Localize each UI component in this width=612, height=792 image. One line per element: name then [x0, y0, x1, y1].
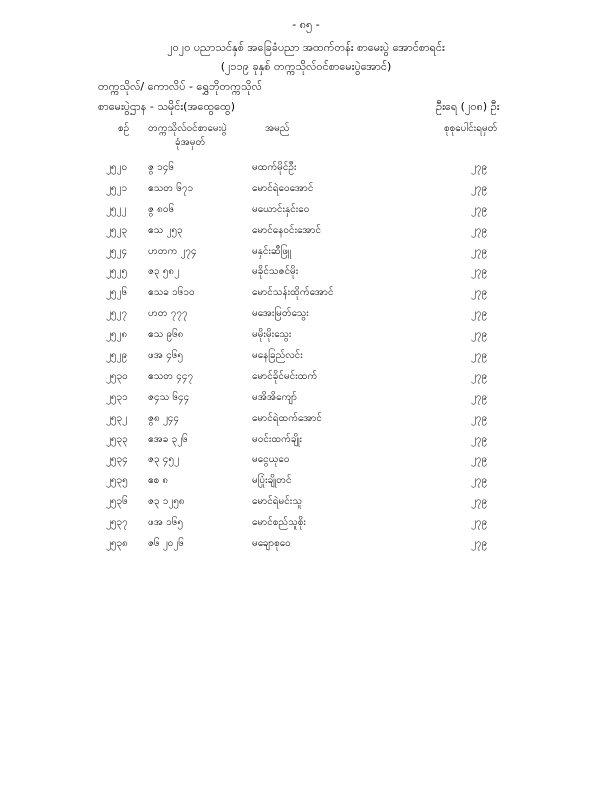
roll-number: ဇွ ၈၀၆	[148, 203, 175, 215]
roll-number: ဟတက ၂၇၄	[148, 245, 197, 257]
row-number: ၂၅၂၇	[106, 308, 128, 320]
roll-number: ဧသခ ၁၆၁၀	[148, 287, 195, 299]
student-name: မအေးမြတ်သွေး	[252, 308, 309, 320]
roll-number: ဧစ ၈	[148, 475, 169, 487]
table-row	[0, 181, 612, 202]
student-name: မနှင်းဆီဖြူ	[252, 245, 291, 257]
student-name: မငွေယုဝေ	[252, 454, 290, 466]
row-number: ၂၅၂၁	[106, 182, 128, 194]
row-number: ၂၅၃၃	[106, 433, 128, 445]
total-mark: ၂၇၉	[471, 287, 488, 299]
total-mark: ၂၇၉	[471, 517, 488, 529]
row-number: ၂၅၃၇	[106, 517, 128, 529]
table-row	[0, 160, 612, 181]
total-mark: ၂၇၉	[471, 454, 488, 466]
total-mark: ၂၇၉	[471, 496, 488, 508]
row-number: ၂၅၃၄	[106, 454, 128, 466]
total-mark: ၂၇၉	[471, 203, 488, 215]
student-name: မောင်နေဝင်းအောင်	[252, 224, 321, 236]
header-mark: စုစုပေါင်းရမှတ်	[444, 123, 498, 134]
table-row	[0, 473, 612, 494]
student-name: မောင်ရဲမင်းသူ	[252, 496, 303, 508]
document-title: ၂၀၂၀ ပညာသင်နှစ် အခြေခံပညာ အထက်တန်း စာမေးပွဲ အောင်စာရင်း	[167, 41, 445, 54]
student-name: မောင်သန်းထိုက်အောင်	[252, 287, 334, 299]
university-line: တက္ကသိုလ်/ ကောလိပ် - ရွှေဘိုတက္ကသိုလ်	[98, 80, 262, 93]
row-number: ၂၅၂၄	[106, 245, 128, 257]
total-mark: ၂၇၉	[471, 370, 488, 382]
row-number: ၂၅၂၀	[106, 162, 128, 173]
total-mark: ၂၇၉	[471, 350, 488, 362]
student-name: မဝင်းထက်ချိုး	[252, 433, 303, 445]
table-row	[0, 285, 612, 306]
row-number: ၂၅၂၉	[106, 350, 128, 362]
roll-number: ဧသတ ၆၇၁	[148, 182, 194, 194]
page-number: - ၈၅ -	[292, 18, 320, 31]
row-number: ၂၅၂၃	[106, 224, 128, 236]
row-number: ၂၅၂၆	[106, 287, 128, 299]
roll-number: ဟတ ၇၇၇	[148, 308, 188, 320]
row-number: ၂၅၂၈	[106, 329, 128, 341]
table-row	[0, 202, 612, 223]
roll-number: ဧသတ ၄၄၇	[148, 370, 194, 382]
roll-number: ဇွ၈ ၂၄၄	[148, 412, 180, 424]
total-mark: ၂၇၉	[471, 329, 488, 341]
student-name: မထက်မိုင်ဦး	[252, 162, 297, 173]
results-table	[0, 160, 612, 557]
student-name: မောင်စည်သူစိုး	[252, 517, 306, 529]
roll-number: ဖအ ၁၆၅	[148, 517, 183, 529]
total-mark: ၂၇၉	[471, 433, 488, 445]
student-name: မအိအိကျော်	[252, 391, 297, 403]
table-row	[0, 223, 612, 244]
table-row	[0, 348, 612, 369]
total-mark: ၂၇၉	[471, 475, 488, 487]
roll-number: ဧအခ ၃၂၆	[148, 433, 188, 445]
student-name: မပြုံးချိုတင်	[252, 475, 292, 487]
roll-number: ဧသ ၉၆၈	[148, 329, 184, 341]
row-number: ၂၅၃၁	[106, 391, 128, 403]
subject-line: စာမေးပွဲဌာန - သမိုင်း(အထွေထွေ)	[98, 100, 236, 113]
row-number: ၂၅၃၂	[106, 412, 128, 424]
total-mark: ၂၇၉	[471, 224, 488, 236]
total-count: ဦးရေ (၂၀၈) ဦး	[436, 100, 500, 113]
table-row	[0, 264, 612, 285]
header-name: အမည်	[265, 123, 290, 134]
table-row	[0, 390, 612, 411]
student-name: မယောင်းနှင်းဝေ	[252, 203, 310, 215]
document-subtitle: (၂၁၁၉ ခုနှစ် တက္ကသိုလ်ဝင်စာမေးပွဲအောင်)	[220, 60, 392, 73]
table-row	[0, 432, 612, 453]
header-roll: တက္ကသိုလ်ဝင်စာမေးပွဲ	[148, 123, 227, 134]
student-name: မောင်ရဲဝေအောင်	[252, 182, 314, 194]
roll-number: ဇ၃ ၁၂၅၈	[148, 496, 185, 508]
roll-number: ဇွ ၁၄၆	[148, 162, 175, 173]
student-name: မခိုင်သဇင်မိုး	[252, 266, 299, 278]
total-mark: ၂၇၉	[471, 266, 488, 278]
table-row	[0, 494, 612, 515]
total-mark: ၂၇၉	[471, 162, 488, 173]
roll-number: ဖအ ၄၆၅	[148, 350, 183, 362]
table-row	[0, 452, 612, 473]
roll-number: ဇ၄သ ၆၄၄	[148, 391, 190, 403]
row-number: ၂၅၂၅	[106, 266, 128, 278]
table-row	[0, 536, 612, 557]
student-name: မမိုးမိုးသွေး	[252, 329, 292, 341]
table-row	[0, 244, 612, 265]
roll-number: ဇ၃ ၅၈၂	[148, 266, 180, 278]
header-roll-sub: ခုံအမှတ်	[175, 137, 206, 148]
student-name: မောင်ခိုင်မင်းထက်	[252, 370, 318, 382]
student-name: မောင်ရဲထက်အောင်	[252, 412, 322, 424]
row-number: ၂၅၃၅	[106, 475, 128, 487]
roll-number: ဧသ ၂၅၃	[148, 224, 183, 236]
student-name: မချောစုဝေ	[252, 538, 291, 550]
total-mark: ၂၇၉	[471, 245, 488, 257]
row-number: ၂၅၃၈	[106, 538, 128, 550]
table-row	[0, 369, 612, 390]
total-mark: ၂၇၉	[471, 308, 488, 320]
table-row	[0, 327, 612, 348]
header-no: စဉ်	[118, 123, 130, 134]
total-mark: ၂၇၉	[471, 391, 488, 403]
roll-number: ဇ၃ ၄၅၂	[148, 454, 179, 466]
roll-number: ဇ၆ ၂၀၂၆	[148, 538, 184, 550]
total-mark: ၂၇၉	[471, 182, 488, 194]
row-number: ၂၅၃၆	[106, 496, 128, 508]
student-name: မနေခြည်လင်း	[252, 350, 303, 362]
total-mark: ၂၇၉	[471, 538, 488, 550]
total-mark: ၂၇၉	[471, 412, 488, 424]
table-row	[0, 411, 612, 432]
row-number: ၂၅၃၀	[106, 370, 128, 382]
row-number: ၂၅၂၂	[106, 203, 127, 215]
table-row	[0, 306, 612, 327]
table-row	[0, 515, 612, 536]
